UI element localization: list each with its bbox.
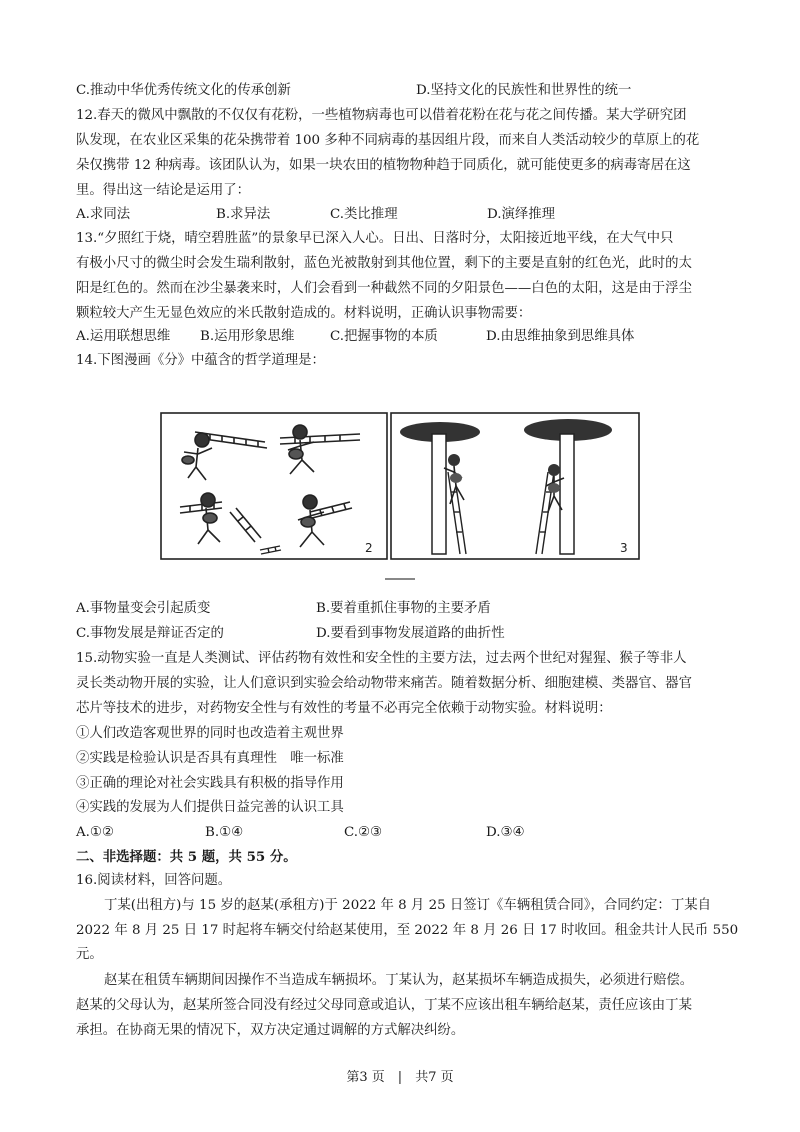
q13-stem-line-1: 13.“夕照红于烧，晴空碧胜蓝”的景象早已深入人心。日出、日落时分，太阳接近地平线，在大气中只 [76,231,674,246]
q12-option-b: B.求异法 [216,207,271,222]
q14-stem: 14.下图漫画《分》中蕴含的哲学道理是： [76,353,325,368]
page-footer: 第3 页 | 共7 页 [346,1070,454,1085]
q15-statement-3: ③正确的理论对社会实践具有积极的指导作用 [76,776,344,791]
q11-option-d: D.坚持文化的民族性和世界性的统一 [416,83,632,98]
q16-para2-line-2: 赵某的父母认为，赵某所签合同没有经过父母同意或追认，丁某不应该出租车辆给赵某，责任应该由丁某 [76,998,692,1013]
q16-para2-line-1: 赵某在租赁车辆期间因操作不当造成车辆损坏。丁某认为，赵某损坏车辆造成损失，必须进行赔偿。 [104,973,694,988]
q15-option-b: B.①④ [205,825,244,840]
cartoon-image [160,412,640,560]
q12-stem-line-4: 里。得出这一结论是运用了： [76,183,251,198]
q15-statement-1: ①人们改造客观世界的同时也改造着主观世界 [76,726,344,741]
q13-stem-line-3: 阳是红色的。然而在沙尘暴袭来时，人们会看到一种截然不同的夕阳景色——白色的太阳，这是由于浮尘 [76,281,692,296]
q14-option-d: D.要看到事物发展道路的曲折性 [316,626,505,641]
q14-option-a: A.事物量变会引起质变 [76,601,211,616]
q14-option-c: C.事物发展是辩证否定的 [76,626,224,641]
q16-para1-line-3: 元。 [76,947,103,962]
q16-para1-line-2: 2022 年 8 月 25 日 17 时起将车辆交付给赵某使用，至 2022 年 8 月 26 日 17 时收回。租金共计人民币 550 [76,923,739,938]
panel-number-2: 2 [365,541,373,555]
q13-option-b: B.运用形象思维 [200,329,295,344]
q15-option-d: D.③④ [486,825,525,840]
q15-statement-2: ②实践是检验认识是否具有真理性 唯一标准 [76,751,344,766]
q13-option-d: D.由思维抽象到思维具体 [486,329,635,344]
q15-stem-line-1: 15.动物实验一直是人类测试、评估药物有效性和安全性的主要方法，过去两个世纪对猩猩、猴子等非人 [76,651,687,666]
q12-stem-line-3: 朵仅携带 12 种病毒。该团队认为，如果一块农田的植物物种趋于同质化，就可能使更多的病毒寄居在这 [76,158,691,173]
q11-option-c: C.推动中华优秀传统文化的传承创新 [76,83,291,98]
q15-option-c: C.②③ [344,825,383,840]
panel-number-3: 3 [620,541,628,555]
q12-stem-line-1: 12.春天的微风中飘散的不仅仅有花粉，一些植物病毒也可以借着花粉在花与花之间传播。某大学研究团 [76,108,687,123]
q15-statement-4: ④实践的发展为人们提供日益完善的认识工具 [76,800,344,815]
q13-stem-line-4: 颗粒较大产生无显色效应的米氏散射造成的。材料说明，正确认识事物需要： [76,306,532,321]
q12-option-a: A.求同法 [76,207,131,222]
q15-stem-line-2: 灵长类动物开展的实验，让人们意识到实验会给动物带来痛苦。随着数据分析、细胞建模、类器官、器官 [76,676,692,691]
section-2-title: 二、非选择题：共 5 题，共 55 分。 [76,849,297,865]
q15-option-a: A.①② [76,825,114,840]
q16-para1-line-1: 丁某(出租方)与 15 岁的赵某(承租方)于 2022 年 8 月 25 日签订《车辆租赁合同》，合同约定：丁某自 [104,898,711,913]
q16-stem: 16.阅读材料，回答问题。 [76,873,232,888]
q12-option-d: D.演绎推理 [487,207,556,222]
q13-stem-line-2: 有极小尺寸的微尘时会发生瑞利散射，蓝色光被散射到其他位置，剩下的主要是直射的红色光，此时的太 [76,256,692,271]
q13-option-c: C.把握事物的本质 [330,329,438,344]
q12-stem-line-2: 队发现，在农业区采集的花朵携带着 100 多种不同病毒的基因组片段，而来自人类活动较少的草原上的花 [76,133,700,148]
q13-option-a: A.运用联想思维 [76,329,171,344]
q15-stem-line-3: 芯片等技术的进步，对药物安全性与有效性的考量不必再完全依赖于动物实验。材料说明： [76,701,612,716]
cartoon-caption-smudge [385,566,415,570]
q16-para2-line-3: 承担。在协商无果的情况下，双方决定通过调解的方式解决纠纷。 [76,1023,465,1038]
q14-option-b: B.要着重抓住事物的主要矛盾 [316,601,491,616]
q12-option-c: C.类比推理 [330,207,398,222]
cartoon-fen [160,412,640,560]
